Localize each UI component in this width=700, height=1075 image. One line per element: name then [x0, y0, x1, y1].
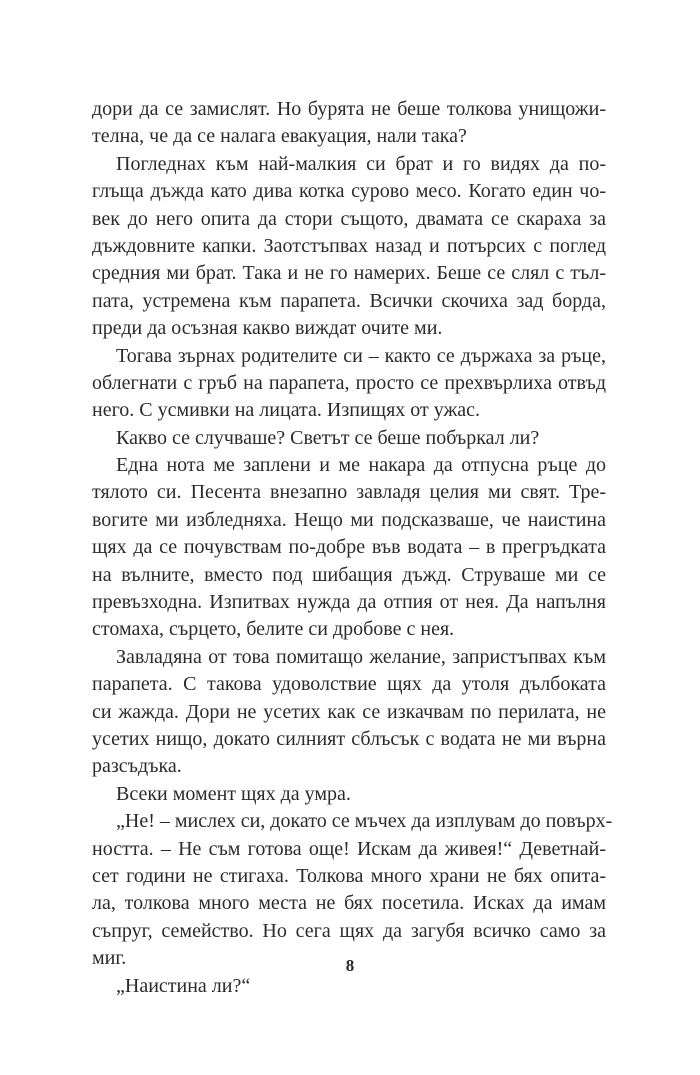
- text-line: щях да се почувствам по-добре във водата – в прегръдката: [92, 536, 606, 559]
- text-line: сет години не стигаха. Толкова много храни не бях опита-: [92, 864, 606, 887]
- text-line: Погледнах към най-малкия си брат и го видях да по-: [116, 152, 606, 175]
- text-line: тялото си. Песента внезапно завладя целия ми свят. Тре-: [92, 481, 606, 504]
- text-line: дъждовните капки. Заотстъпвах назад и потърсих с поглед: [92, 234, 606, 257]
- text-line: преди да осъзная какво виждат очите ми.: [92, 317, 443, 340]
- text-line: „Не! – мислех си, докато се мъчех да изплувам до повърх-: [116, 810, 613, 833]
- text-line: стомаха, сърцето, белите си дробове с нея.: [92, 618, 455, 641]
- text-line: си жажда. Дори не усетих как се изкачвам по перилата, не: [92, 700, 606, 723]
- text-line: разсъдъка.: [92, 755, 182, 778]
- text-line: Какво се случваше? Светът се беше побъркал ли?: [116, 426, 540, 449]
- text-line: на вълните, вместо под шибащия дъжд. Струваше ми се: [92, 563, 606, 586]
- text-line: превъзходна. Изпитвах нужда да отпия от нея. Да напълня: [92, 591, 606, 614]
- text-line: пата, устремена към парапета. Всички скочиха зад борда,: [92, 289, 606, 312]
- text-line: него. С усмивки на лицата. Изпищях от ужас.: [92, 399, 481, 422]
- text-line: глъща дъжда като дива котка сурово месо. Когато един чо-: [92, 180, 606, 203]
- text-line: облегнати с гръб на парапета, просто се прехвърлиха отвъд: [92, 371, 606, 394]
- text-line: Завладяна от това помитащо желание, запристъпвах към: [116, 645, 606, 668]
- text-line: ла, толкова много места не бях посетила. Исках да имам: [92, 892, 606, 915]
- text-line: миг.: [92, 947, 127, 970]
- text-line: вогите ми избледняха. Нещо ми подсказваше, че наистина: [92, 508, 606, 531]
- text-line: дори да се замислят. Но бурята не беше толкова унищожи-: [92, 98, 606, 120]
- text-line: съпруг, семейство. Но сега щях да загубя всичко само за: [92, 919, 606, 942]
- text-line: телна, че да се налага евакуация, нали така?: [92, 125, 467, 148]
- page-body-text: [92, 96, 613, 1000]
- text-line: ността. – Не съм готова още! Искам да живея!“ Деветнай-: [92, 837, 606, 860]
- text-line: „Наистина ли?“: [116, 974, 251, 997]
- text-line: Всеки момент щях да умра.: [116, 782, 351, 805]
- text-line: парапета. С такова удоволствие щях да утоля дълбоката: [92, 673, 606, 696]
- page-number: 8: [345, 956, 355, 975]
- text-line: Тогава зърнах родителите си – както се държаха за ръце,: [116, 344, 606, 367]
- text-line: Една нота ме заплени и ме накара да отпусна ръце до: [116, 454, 606, 477]
- text-line: усетих нищо, докато силният сблъсък с водата не ми върна: [92, 727, 606, 750]
- text-line: средния ми брат. Така и не го намерих. Беше се слял с тъл-: [92, 262, 606, 285]
- text-line: век до него опита да стори същото, двамата се скараха за: [92, 207, 606, 230]
